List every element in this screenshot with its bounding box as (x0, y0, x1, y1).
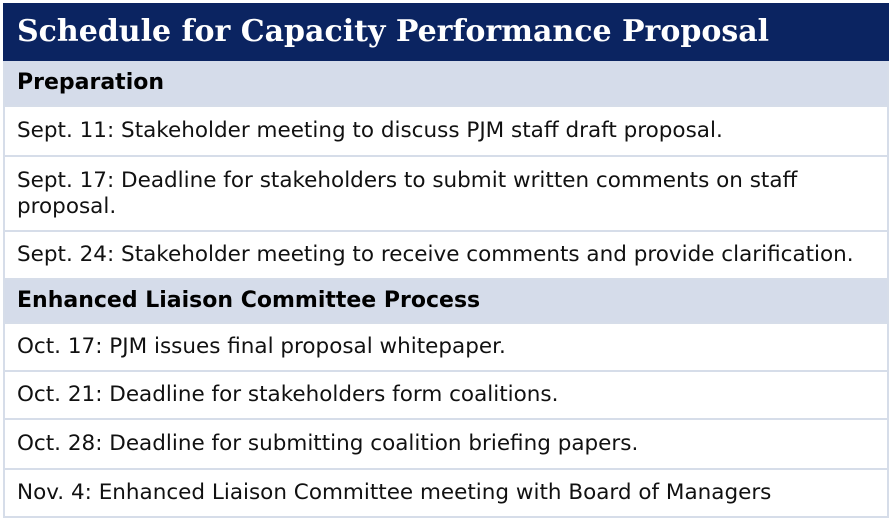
schedule-item: Oct. 17: PJM issues final proposal whitepaper. (5, 324, 887, 372)
section-heading-preparation: Preparation (5, 61, 887, 107)
schedule-item: Sept. 17: Deadline for stakeholders to submit written comments on staff proposal. (5, 157, 887, 232)
schedule-table (3, 61, 889, 518)
section-heading-enhanced-liaison: Enhanced Liaison Committee Process (5, 280, 887, 324)
schedule-item: Oct. 28: Deadline for submitting coalition briefing papers. (5, 420, 887, 470)
document-title: Schedule for Capacity Performance Proposal (3, 3, 889, 61)
schedule-item: Sept. 24: Stakeholder meeting to receive comments and provide clarification. (5, 232, 887, 280)
schedule-item: Sept. 11: Stakeholder meeting to discuss PJM staff draft proposal. (5, 107, 887, 157)
schedule-item: Oct. 21: Deadline for stakeholders form coalitions. (5, 372, 887, 420)
schedule-item: Nov. 4: Enhanced Liaison Committee meeting with Board of Managers (5, 470, 887, 518)
